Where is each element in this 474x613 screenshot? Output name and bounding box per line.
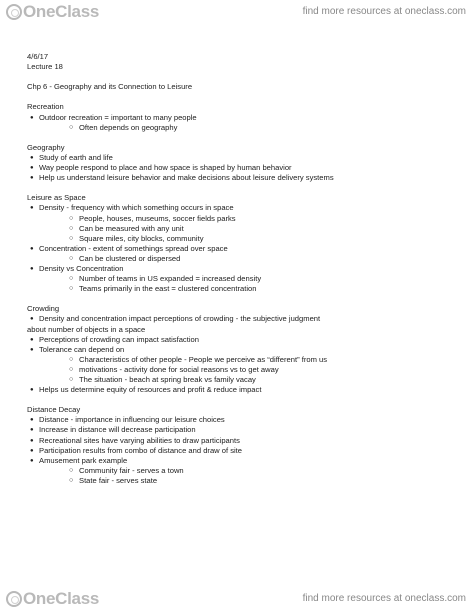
bullet-item: ● Density vs Concentration bbox=[27, 264, 467, 274]
bullet-item: ● Outdoor recreation = important to many people bbox=[27, 113, 467, 123]
bullet-item: ● Recreational sites have varying abilities to draw participants bbox=[27, 436, 467, 446]
resources-link[interactable]: find more resources at oneclass.com bbox=[302, 6, 466, 17]
logo-icon bbox=[6, 4, 22, 20]
bullet-item: ● Concentration - extent of somethings spread over space bbox=[27, 244, 467, 254]
section-heading: Leisure as Space bbox=[27, 193, 86, 203]
sub-bullet-item: ○ Number of teams in US expanded = increased density bbox=[27, 274, 467, 284]
bullet-item: ● Help us understand leisure behavior and make decisions about leisure delivery systems bbox=[27, 173, 467, 183]
sub-bullet-item: ○ Can be clustered or dispersed bbox=[27, 254, 467, 264]
sub-bullet-item: ○ People, houses, museums, soccer fields parks bbox=[27, 214, 467, 224]
sub-bullet-item: ○ Teams primarily in the east = clustered concentration bbox=[27, 284, 467, 294]
logo-text: OneClass bbox=[23, 589, 100, 608]
bullet-item: ● Tolerance can depend on bbox=[27, 345, 467, 355]
section-heading: Recreation bbox=[27, 102, 64, 112]
footer-bar bbox=[0, 587, 474, 613]
chapter-title: Chp 6 - Geography and its Connection to Leisure bbox=[27, 82, 193, 92]
bullet-item: ● Density - frequency with which something occurs in space bbox=[27, 203, 467, 213]
sub-bullet-item: ○ motivations - activity done for social reasons vs to get away bbox=[27, 365, 467, 375]
lecture-number: Lecture 18 bbox=[27, 62, 63, 72]
bullet-item: ● Distance - importance in influencing our leisure choices bbox=[27, 415, 467, 425]
bullet-item: ● Helps us determine equity of resources and profit & reduce impact bbox=[27, 385, 467, 395]
section-heading: Crowding bbox=[27, 304, 60, 314]
bullet-item: ● Perceptions of crowding can impact satisfaction bbox=[27, 335, 467, 345]
bullet-item: ● Density and concentration impact perceptions of crowding - the subjective judgment bbox=[27, 314, 467, 324]
sub-bullet-item: ○ Community fair - serves a town bbox=[27, 466, 467, 476]
oneclass-logo-footer[interactable] bbox=[6, 589, 99, 609]
bullet-item: ● Study of earth and life bbox=[27, 153, 467, 163]
lecture-notes bbox=[27, 52, 467, 486]
sub-bullet-item: ○ Square miles, city blocks, community bbox=[27, 234, 467, 244]
header-bar bbox=[0, 0, 474, 26]
bullet-item: ● Increase in distance will decrease participation bbox=[27, 425, 467, 435]
oneclass-logo[interactable] bbox=[6, 2, 99, 22]
bullet-item: ● Way people respond to place and how space is shaped by human behavior bbox=[27, 163, 467, 173]
resources-link-footer[interactable]: find more resources at oneclass.com bbox=[302, 593, 466, 604]
note-date: 4/6/17 bbox=[27, 52, 49, 61]
bullet-continuation: about number of objects in a space bbox=[27, 324, 146, 334]
bullet-item: ● Participation results from combo of distance and draw of site bbox=[27, 446, 467, 456]
logo-icon bbox=[6, 591, 22, 607]
sub-bullet-item: ○ State fair - serves state bbox=[27, 476, 467, 486]
sub-bullet-item: ○ Characteristics of other people - People we perceive as “different” from us bbox=[27, 355, 467, 365]
section-heading: Geography bbox=[27, 142, 65, 152]
sub-bullet-item: ○ Can be measured with any unit bbox=[27, 224, 467, 234]
sub-bullet-item: ○ Often depends on geography bbox=[27, 123, 467, 133]
bullet-item: ● Amusement park example bbox=[27, 456, 467, 466]
sections-container bbox=[27, 102, 467, 486]
logo-text: OneClass bbox=[23, 2, 100, 21]
sub-bullet-item: ○ The situation - beach at spring break vs family vacay bbox=[27, 375, 467, 385]
section-heading: Distance Decay bbox=[27, 405, 81, 415]
